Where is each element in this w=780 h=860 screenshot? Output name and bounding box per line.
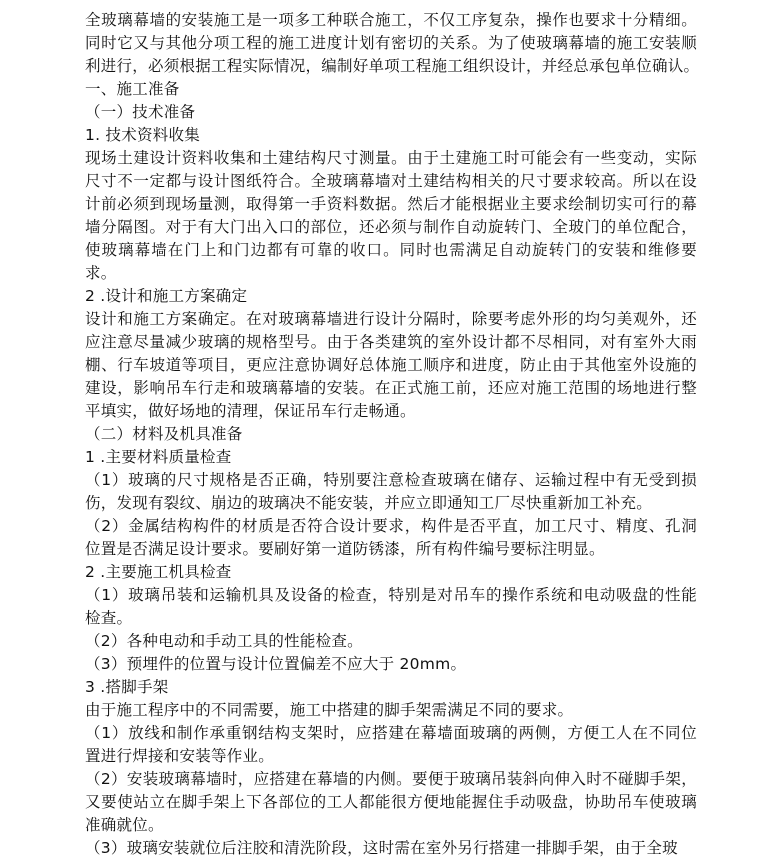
paragraph-line: 现场土建设计资料收集和土建结构尺寸测量。由于土建施工时可能会有一些变动，实际: [85, 149, 697, 167]
paragraph-line: 墙分隔图。对于有大门出入口的部位，还必须与制作自动旋转门、全玻门的单位配合，: [85, 218, 697, 236]
paragraph-line: 位置是否满足设计要求。要刷好第一道防锈漆，所有构件编号要标注明显。: [85, 540, 605, 558]
paragraph: [85, 584, 697, 630]
document-body: [85, 9, 700, 860]
paragraph: [85, 768, 697, 837]
section-heading: [85, 676, 697, 699]
paragraph-line: 平填实，做好场地的清理，保证吊车行走畅通。: [85, 402, 416, 420]
section-heading: [85, 653, 697, 676]
heading-text: 由于施工程序中的不同需要，施工中搭建的脚手架需满足不同的要求。: [85, 701, 574, 719]
heading-text: （一）技术准备: [85, 103, 196, 121]
paragraph-line: 同时它又与其他分项工程的施工进度计划有密切的关系。为了使玻璃幕墙的施工安装顺: [85, 34, 697, 52]
paragraph-line: 又要使站立在脚手架上下各部位的工人都能很方便地能握住手动吸盘，协助吊车使玻璃: [85, 793, 697, 811]
paragraph-line: 检查。: [85, 609, 133, 627]
paragraph-line: 设计和施工方案确定。在对玻璃幕墙进行设计分隔时，除要考虑外形的均匀美观外，还: [85, 310, 697, 328]
heading-text: （3）预埋件的位置与设计位置偏差不应大于 20mm。: [85, 655, 467, 673]
heading-text: 2 .主要施工机具检查: [85, 563, 232, 581]
paragraph-line: 计前必须到现场量测，取得第一手资料数据。然后才能根据业主要求绘制切实可行的幕: [85, 195, 697, 213]
heading-text: 1 .主要材料质量检查: [85, 448, 232, 466]
paragraph: [85, 469, 697, 515]
paragraph: [85, 308, 697, 423]
paragraph-line: （1）放线和制作承重钢结构支架时，应搭建在幕墙面玻璃的两侧，方便工人在不同位: [85, 724, 697, 742]
paragraph-line: 全玻璃幕墙的安装施工是一项多工种联合施工，不仅工序复杂，操作也要求十分精细。: [85, 11, 697, 29]
paragraph-line: 伤，发现有裂纹、崩边的玻璃决不能安装，并应立即通知工厂尽快重新加工补充。: [85, 494, 653, 512]
paragraph: [85, 147, 697, 285]
section-heading: [85, 124, 697, 147]
paragraph-line: （1）玻璃的尺寸规格是否正确，特别要注意检查玻璃在储存、运输过程中有无受到损: [85, 471, 697, 489]
paragraph-line: 求。: [85, 264, 117, 282]
paragraph-line: 置进行焊接和安装等作业。: [85, 747, 275, 765]
section-heading: [85, 101, 697, 124]
section-heading: [85, 561, 697, 584]
paragraph-line: 尺寸不一定都与设计图纸符合。全玻璃幕墙对土建结构相关的尺寸要求较高。所以在设: [85, 172, 697, 190]
paragraph-line: 建设，影响吊车行走和玻璃幕墙的安装。在正式施工前，还应对施工范围的场地进行整: [85, 379, 697, 397]
paragraph: [85, 9, 700, 78]
paragraph: [85, 722, 697, 768]
section-heading: [85, 78, 697, 101]
paragraph-line: 利进行，必须根据工程实际情况，编制好单项工程施工组织设计，并经总承包单位确认。: [85, 57, 700, 75]
heading-text: 一、施工准备: [85, 80, 180, 98]
heading-text: （2）各种电动和手动工具的性能检查。: [85, 632, 363, 650]
section-heading: [85, 446, 697, 469]
paragraph-line: （3）玻璃安装就位后注胶和清洗阶段，这时需在室外另行搭建一排脚手架，由于全玻: [85, 839, 678, 857]
section-heading: [85, 285, 697, 308]
paragraph-line: 使玻璃幕墙在门上和门边都有可靠的收口。同时也需满足自动旋转门的安装和维修要: [85, 241, 697, 259]
paragraph-line: （2）金属结构构件的材质是否符合设计要求，构件是否平直，加工尺寸、精度、孔洞: [85, 517, 697, 535]
heading-text: 1. 技术资料收集: [85, 126, 200, 144]
paragraph-line: （1）玻璃吊装和运输机具及设备的检查，特别是对吊车的操作系统和电动吸盘的性能: [85, 586, 697, 604]
heading-text: （二）材料及机具准备: [85, 425, 243, 443]
heading-text: 2 .设计和施工方案确定: [85, 287, 248, 305]
heading-text: 3 .搭脚手架: [85, 678, 169, 696]
section-heading: [85, 630, 697, 653]
paragraph-line: 应注意尽量减少玻璃的规格型号。由于各类建筑的室外设计都不尽相同，对有室外大雨: [85, 333, 697, 351]
section-heading: [85, 423, 697, 446]
paragraph-line: 准确就位。: [85, 816, 164, 834]
paragraph: [85, 837, 697, 860]
section-heading: [85, 699, 697, 722]
paragraph-line: （2）安装玻璃幕墙时，应搭建在幕墙的内侧。要便于玻璃吊装斜向伸入时不碰脚手架，: [85, 770, 697, 788]
paragraph: [85, 515, 697, 561]
paragraph-line: 棚、行车坡道等项目，更应注意协调好总体施工顺序和进度，防止由于其他室外设施的: [85, 356, 697, 374]
